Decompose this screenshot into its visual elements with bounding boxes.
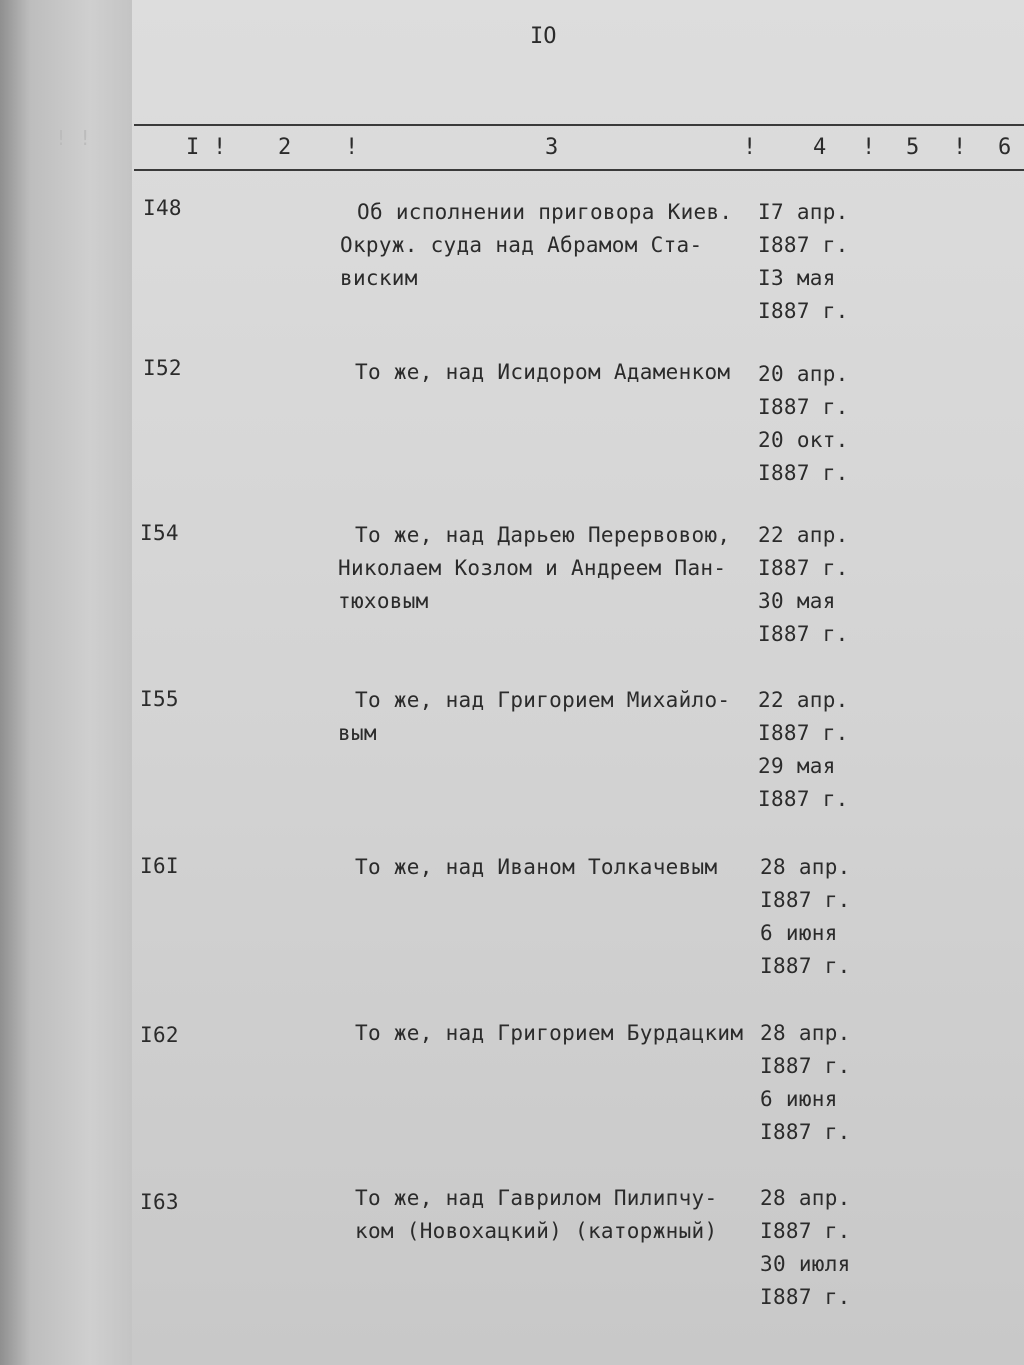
row-date: 20 окт. — [758, 428, 849, 452]
row-description: вым — [338, 721, 377, 745]
col-sep-2: ! — [345, 135, 359, 160]
row-date: I887 г. — [760, 1285, 851, 1309]
row-date: I887 г. — [758, 721, 849, 745]
col-header-2: 2 — [278, 135, 292, 160]
row-date: I887 г. — [760, 1054, 851, 1078]
col-sep-5: ! — [953, 135, 967, 160]
row-date: I887 г. — [760, 888, 851, 912]
row-description: То же, над Григорием Михайло- — [355, 688, 731, 712]
row-number: I6I — [140, 854, 179, 878]
row-description: То же, над Дарьею Перервовою, — [355, 523, 731, 547]
row-number: I48 — [143, 196, 182, 220]
row-date: I887 г. — [758, 461, 849, 485]
row-date: I887 г. — [760, 1219, 851, 1243]
col-sep-3: ! — [743, 135, 757, 160]
row-description: То же, над Исидором Адаменком — [355, 360, 731, 384]
row-date: I887 г. — [758, 622, 849, 646]
row-date: I887 г. — [758, 233, 849, 257]
row-description: Об исполнении приговора Киев. — [357, 200, 733, 224]
row-date: 30 мая — [758, 589, 836, 613]
row-description: тюховым — [338, 589, 429, 613]
col-sep-4: ! — [862, 135, 876, 160]
row-date: I887 г. — [758, 299, 849, 323]
row-date: I887 г. — [758, 395, 849, 419]
row-date: 28 апр. — [760, 1021, 851, 1045]
row-number: I55 — [140, 687, 179, 711]
col-header-5: 5 — [906, 135, 920, 160]
row-description: Николаем Козлом и Андреем Пан- — [338, 556, 727, 580]
row-date: 20 апр. — [758, 362, 849, 386]
row-date: 6 июня — [760, 1087, 838, 1111]
left-page-header-marks: ! ! — [55, 126, 92, 150]
col-header-6: 6 — [998, 135, 1012, 160]
row-date: 28 апр. — [760, 1186, 851, 1210]
row-number: I52 — [143, 356, 182, 380]
col-sep-1: ! — [213, 135, 227, 160]
row-date: I887 г. — [760, 1120, 851, 1144]
row-date: I7 апр. — [758, 200, 849, 224]
row-date: I3 мая — [758, 266, 836, 290]
header-bottom-rule — [134, 169, 1024, 171]
row-description: То же, над Григорием Бурдацким — [355, 1021, 744, 1045]
row-date: 6 июня — [760, 921, 838, 945]
row-description: То же, над Гаврилом Пилипчу- — [355, 1186, 718, 1210]
row-description: виским — [340, 266, 418, 290]
col-header-3: 3 — [545, 135, 559, 160]
row-date: 29 мая — [758, 754, 836, 778]
row-date: 22 апр. — [758, 688, 849, 712]
row-description: То же, над Иваном Толкачевым — [355, 855, 718, 879]
row-date: 22 апр. — [758, 523, 849, 547]
row-number: I62 — [140, 1023, 179, 1047]
row-number: I54 — [140, 521, 179, 545]
page-number: IO — [530, 24, 557, 49]
adjacent-page-edge — [0, 0, 132, 1365]
row-date: I887 г. — [760, 954, 851, 978]
row-date: I887 г. — [758, 787, 849, 811]
row-date: I887 г. — [758, 556, 849, 580]
row-number: I63 — [140, 1190, 179, 1214]
row-date: 28 апр. — [760, 855, 851, 879]
row-description: ком (Новохацкий) (каторжный) — [355, 1219, 718, 1243]
row-description: Окруж. суда над Абрамом Ста- — [340, 233, 703, 257]
col-header-4: 4 — [813, 135, 827, 160]
col-header-1: I — [186, 135, 200, 160]
header-top-rule — [134, 124, 1024, 126]
row-date: 30 июля — [760, 1252, 851, 1276]
